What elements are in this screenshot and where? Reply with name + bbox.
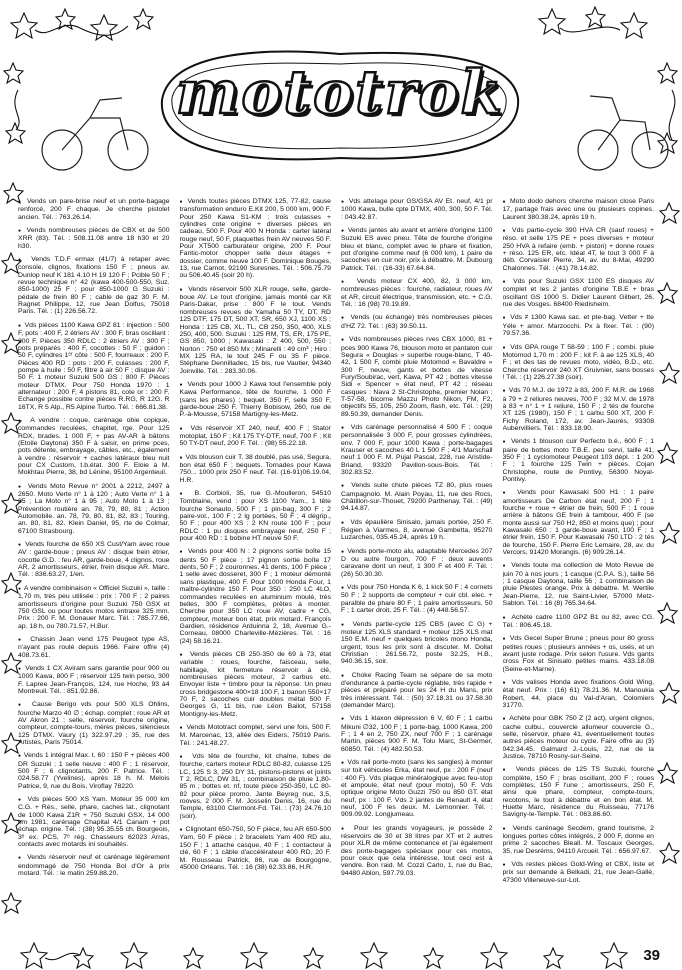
classified-ad: ● Vds blouson cuir T. 38 doublé, pas usé, Segura, bon état 650 F ; bequets. Tornades pour Kawa 750... 1000 prix 250 F neuf. Tél. (16-91)06.19.04, H.R.: [180, 454, 332, 484]
classified-ad: ● Vends nombreuses pièces de CBX et de 500 XRR (83). Tél. : 508.11.08 entre 18 h30 et 20 h30.: [18, 227, 170, 250]
classified-ad: ● Moto dodo dehors cherche maison close Paris 17, partage frais avec une ou plusieurs copines. Laurent 380.38.24, après 19 h.: [503, 198, 655, 221]
classified-ad: ● Vds pour Suzuki GSX 1100 ES disques AV complet et les 2 jantes d'origine T.B.E + bras oscillant GS 1000 S. Didier Laurent Gilbert, 26, rue des Vosges. 68400 Riedisheim.: [503, 278, 655, 308]
classified-ad: ● Vds réservoir XT 240, neuf, 400 F ; Stator motoplat, 150 F ; Kit 175 TY-DTF, neuf, 700 F ; Kit 50 TY-DT neuf, 200 F. Tél. : (98) 55.22.18.: [180, 425, 332, 448]
classified-ad: ● Clignotant 650-750, 50 F pièce, feu AR 650-500 Yam, 50 F pièce ; 2 bracelets Yam 400 RD alu, 150 F ; 1 attache casque, 40 F ; 1 contacteur à clé, 60 F ; 1 câble d'accélérateur 400 RD, 20 F. M. Rousseau Patrick, 86, rue de Bourgogne, 45000 Orléans. Tél. : 16 (38) 62.33.86, H.R.: [180, 826, 332, 871]
classified-ad: ● Vends moteur CX 400, 82, 3 000 km, nombreuses pièces : fourche, radiateur, roues AV et AR, circuit électrique, transmission, etc. + C.G. Tél. : 16 (98) 70.19.89.: [341, 278, 493, 308]
classified-ad: ● Vds 70 M.J. de 1972 à 83, 200 F. M.R. de 1968 à 79 + 2 reliures neuves, 700 F ; 32 M.V. de 1978 à 83 + n° 1 + 1 reliure, 150 F ; 2 tés de fourche XT 125 (1980), 150 F ; 1 carbu 500 XT, 200 F. Fichy Roland, 172, av. Jean-Jaurès, 93308 Aubervilliers. Tél. : 833.18.90.: [503, 387, 655, 432]
classified-ad: ● Vds attelage pour GS/GSA AV Et. neuf, 4/1 pr 1000 Kawa, bulle cpte DTMX, 400, 300, 50 F. Tél. : 043.42.87.: [341, 198, 493, 221]
banner-title: mototrok: [175, 58, 505, 128]
classified-ad: ● Vends jantes alu avant et arrière d'origine 1100 Suzuki ES avec pneu. Tête de fourche d'origine bleu et blanc, complet avec le phare et fixation, pot d'origine comme neuf (6 000 km), 1 paire de sacoches en cuir noir, prix à débattre. M. Dubourg Patrick. Tél. : (16-33) 67.64.84.: [341, 227, 493, 272]
mototrok-banner: [150, 40, 530, 168]
classified-ad: ● Vds pour 750 Honda K 6, 1 kick 50 F ; 4 cornets 50 F ; 2 supports de compteur + cuir cbl. elec. + paralble de phare 80 F ; 1 paire amortisseurs, 50 F ; 1 carter droit, 25 F. Tél. : (4) 448.56.57.: [341, 584, 493, 614]
classified-ad: ● Vends T.D.F ermax (41/7) à retaper avec console, clignos, fixations 150 F ; pneus av. Dunlop neuf K 181 4.10 H 19 120 F ; Pcible 50 F ; revue technique n° 42 (kawa 400-500-550, Suz. 850-1000) 25 F ; pour 850-1000 G Suzuki : pédale de frein 80 F ; cable de gaz 30 F. M. Ragnet Philippe, 12, rue Jean Dolfus, 75018 Paris. Tél. : (1) 226.56.72.: [18, 256, 170, 316]
classified-ad: ● Vends 1 blouson cuir Perfecto b.é., 600 F ; 1 paire de bottes moto T.B.E. peu servi, taille 41, 350 F ; 1 cyclomoteur Peugeot 103 dépl. : 1 200 F ; 1 fourche 125 Twin + pièces. Cojan Christophe, route de Pontivy, 56300 Noyal-Pontivy.: [503, 438, 655, 483]
classified-ad: ● Vends 1 intégral Max. t. 60 : 150 F + pièces 400 DR Suzuki ; 1 selle neuve : 400 F ; 1 réservoir, 500 F ; 6 clignotants, 200 F. Patrice. Tél. : 024.58.77 (Yvelines), après 18 h. M. Melois Patrice, 9, rue du Bois, Viroflay 78220.: [18, 752, 170, 790]
classified-ad: ● Vends (ou échange) très nombreuses pièces d'HZ 72. Tél. : (63) 39.50.11.: [341, 314, 493, 330]
column-3: [341, 198, 493, 938]
classified-ad: ● Vends 1 CX Aviram sans garantie pour 900 ou 1000 Kawa, 800 F ; réservoir 125 twin perso, 300 F. Lapree Jean-François, 124, rue Hoche, 93 à4 Montreuil. Tél. : 851.92.86.: [18, 665, 170, 695]
classified-ad: ● Vends porte-moto alu, adaptable Mercedes 207 D ou autre fourgon, 700 F ; deux auvents caravane dont un neuf, 1 300 F et 400 F. Tél. : (26) 50.30.30.: [341, 548, 493, 578]
star-border-bottom: [21, 943, 627, 968]
classified-ad: ● Vds carénage personnalisé 4 500 F ; coque personnalisée 3 000 F, pour grosses cylindrées, env. 7 000 F, pour 1000 Kawa ; porte-bagages Krauser et sacoches 40 L 1 500 F ; 4/1 Marschall neuf 1 000 F. M. Pujal Pascal, 228, rue Aristide-Briand, 93320 Pavillon-sous-Bois. Tél. : 302.83.52.: [341, 424, 493, 476]
classified-ad: ● Vends toutes pièces DTMX 125, 77-82, cause transformation enduro E.Kit 200, 5 000 km, 900 F. Pour 250 Kawa S1-KM : trois culasses + cylindres cote origine + diverses pièces en cadeau, 500 F. Pour 400 N Honda : carter latéral rouge neuf, 50 F, plaquettes frein AV neuves 50 F. Pour XT500 carburateur origine, 200 F. Pour Fantic-motor chopper selle deux étages + dossier, comme neuve 100 F. Dominique Bouges, 13, rue Carnot, 92190 Suresnes. Tél. : 506.75.79 ou 506.40.45 (soir 20 h).: [180, 198, 332, 280]
classified-ad: ● Pour les grands voyageurs, je possède 2 réservoirs de 30 et 38 litres par XT et 2 autres pour XLR de même contenance et j'ai également des porte-bagages spéciaux pour ces motos, pour ceux que cela intéresse, tout ceci est à vendre. Bon raid. M. Cozzi Carlo, 1, rue du Bac, 94480 Ablon, 597.79.03.: [341, 825, 493, 877]
classified-ad: ● Vends toute ma collection de Moto Revue de juin 70 à nos jours ; 1 casque (C.P.A. S.), taille 56 ; 1 casque Daytona, taille 56 ; 1 combinaison de pluie Plestes orange. Prix à débattre. M. Wertile Jean-Pierre, 12, rue Saint-Livier, 57000 Metz-Sablon. Tél. : 16 (8) 765.34.64.: [503, 562, 655, 607]
classified-ad: ● Vends suite chute pièces TZ 80, plus roues Campagnolo. M. Alain Poyau, 11, rue des Rocs, Châtillon-sur-Thouet, 79200 Parthenay. Tél. : (49) 94.14.87.: [341, 482, 493, 512]
column-4: [503, 198, 655, 938]
classified-ad: ● Vends réservoir neuf et carénage légèrement endommagé de 750 Honda Bol d'Or à prix motard. Tél. : le matin 259.88.20.: [18, 854, 170, 877]
classified-ad: ● Vds GPA rouge T 58-59 : 100 F ; combi. pluie Motomod 1,70 m : 200 F ; kit F. à ae 125 XLS, 40 F ; et des tas de revues moto, vidéo, B.D., etc. Cherche réservoir 240 XT Gruivnier, sans bosses ! Tél. : (1) 226.27.38 (soir).: [503, 344, 655, 382]
classified-ad: ● Vends pour 1000 J Kawa tout l'ensemble poly Kawa Performance, tête de fourche, 1 000 F (sans les phares) ; bequet. 350 F, selle 350 F, garde-boue 250 F. Thierry Bobisow, 260, rue de P.-à-Mousse, 57158 Martigny-les-Metz.: [180, 381, 332, 419]
classified-ad: ● Vds Gecel Super Brune ; pneus pour 80 gross petites roues ; plusieurs années + os, usés, et un avant juste rodage. Prix selon l'usure. Vds gants cross Fox et Sinisalo petites mains. 433.18.08 (Seine-et-Marne).: [503, 635, 655, 673]
classified-ad: ● Vds valises Honda avec fixations Gold Wing, état neuf. Prix : (16) 61) 78.21.36. M. Manoukia Robert, 44, place du Val-d'Aran, Colomiers 31770.: [503, 679, 655, 709]
classified-ad: ● Vds tête de fourche, kit chaîne, tubes de fourche, carters moteur RDLC 80-82, culasse 125 LC, 125 S 3, 250 DY 31, pistons-pistons et joints T 2, RDLC, DW 31, ; combinaison de pluie 1,80-85 m ; bottes et. nf, toute pièce 250-350, LC 80-82 pour pièce promo. Jante Beyreg nuc, 3,5, rooves, 2 000 F. M. Josselin Denis, 16, rue du Temple, 63100 Clermont-Fd. Tél. : (73) 24.76.10 (soir).: [180, 753, 332, 820]
classified-ad: ● Choke Racing Team se sépare de sa moto d'endurance à partie-cycle réglable, très rapide + pièces et préparé pour les 24 H du Mans, prix très intéressant. Tél. : (50) 37.18.31 ou 37.58.30 (demander Marc).: [341, 672, 493, 710]
classified-ad: ● Vends réservoir 500 XLR rouge, selle, garde-boue AV. Le tout d'origine, jamais monté car Kit Paris-Dakar, prise : 800 F le tout. Vends nombreuses revues de Yamaha 50 TY, DT, RD 125 DTF, 175 DT, 500 XT, SR, 650 XJ, 1100 XS ; Honda : 125 CB, XL, TL, CB 250, 350, 400, XLS 250, 400, 500. Suzuki : 125 RM, TS, ER, 175 PE, GS 850, 1000 ; Kawasaki : Z 400, 500, 550 ; Norton : 750 et 850 Mx ; Minarelli : 49 cm³ ; Hiro : MX 125 RA, le tout 245 F ou 35 F pièce. Stéphane Dennilladec, 15 bis, rue Vautier, 94340 Joinville. Tél. : 283.30.06.: [180, 286, 332, 375]
classified-ad: ● Vends fourche de 650 XS Cust/Yam avec roue AV : garde-boue ; pneus AV : disque frein étrier, cocotte G.D. : feu AR, garde-boue, 4 clignos, roue AR, 2 amortisseurs, étrier, frein disque AR. Marc. Tél. : 836.63.27, 1/en.: [18, 541, 170, 579]
classified-ad: ● Vends pour 400 N : 2 pignons sortie boîte 15 dents 50 F pièce ; 17 pignon sortie boîte 17 dents, 50 F ; 2 couronnes, 41 dents, 100 F pièce ; 1 selle avec dosseret, 300 F ; 1 moteur démonté sans plastique, 400 F. Pour 1000 Honda Four, 1 maître-cylindre 150 F. Pour 350 : 250 LC 4LO, commandes reculées en aluminium moulé, très belles, 300 F complètes, prêtes à monter. Cherche pour 350 LC roue AV, cadre + CG, compteur, moteur bon état, prix motard. François Gardien, résidence Arduinna 2, 18, Avenue G.-Corneau, 08000 Charleville-Mézières. Tél. : 16 (24) 58.16.21.: [180, 548, 332, 644]
classified-ad: ● Vds épaulière Sinisalo, jamais portée, 250 F. Régien à Viarmes, 8, avenue Gambetta, 95270 Luzarches, 035.45.24, après 19 h.: [341, 519, 493, 542]
classified-ad: ● Vds nombreuses pièces rves CBX 1000, 81 + pces 900 Kawa 76, blouson moto et pantalon cuir Segura « Douglas » superbe rouge-blanc, T 40-42, 1 500 F, combi pluie Motomod « Bavaldre » 300 F, neuve, gants et bottes de vitesse Fury/Soubirac, vert, Kawa, PT 42 ; bottes vitesse Sidi « Spencer » état neuf, PT 42 ; réseau casques : Nava 2 St-Christophe, premier Nolan : T-57-58, bicorne Mazzu Photo Nikon, FM, F2, objectifs 55, 105, 250 Zoom, flash, etc. Tél. : (29) 89.50.39, demander Denis.: [341, 336, 493, 418]
classified-ad: ● Vends partie-cycle 125 CBS (avec C G) + moteur 125 XLS standard + moteur 125 XLS mat 150 E.M. neuf + quelques bricoles mono Honda, urgent, tous les prix sont à discuter. M. Dollat Christian : 261.56.72, poste 32.25, H.B., 940.36.15, soir.: [341, 621, 493, 666]
classified-ad: ● Vends un pare-brise neuf et un porte-bagage renforcé, 200 F chaque. Je cherche pistolet ancien. Tél. : 763.26.14.: [18, 198, 170, 221]
classified-ad: ● B. Corbioli, 35, rue G.-Moulleron, 54510 Tomblaine, vend : pour XS 1100 Yam., 1 tête fourche Sonauto, 500 F ; 1 pin-bag, 300 F ; 2 paire-vol., 100 F ; 2 lg portées, 50 F ; 4 dégrip., 50 F ; pour 400 XS : 2 KN route 100 F ; pour RDLC : 1 pu disques embrayage neuf, 250 F ; pour 400 RD : 1 bobine HT neuve 50 F.: [180, 490, 332, 542]
classified-ad: ● A vendre combinaison « Officiel Suzuki », taille : 1,70 m, très peu utilisée : prix : 700 F ; 2 paires amortisseurs d'origine pour Suzuki 750 GSX et 750 GSL ou pour toutes motos entraxe 325 mm. Prix : 200 F. M. Gonauer Marc. Tél. : 785.77.66, ap. 18 h, ou 780.71.57, H.Bur.: [18, 585, 170, 630]
classified-ad: ● Vends Mototract complet, servi une fois, 500 F. M. Marcenac, 13, allée des Eiders, 75019 Paris. Tél. : 241.48.27.: [180, 724, 332, 747]
classified-ad: ● Achète pour GBK 750 Z (2 act), urgent clignos, cache culbu., couvercle allumeur couvercle G., selle, réservoir, phare 41, éventuellement toutes autres pièces moteur ou cycle. Faire offre au (3) 042.34.45. Galmard J.-Louis, 22, rue de la Justice, 78710 Rosny-sur-Seine.: [503, 715, 655, 760]
classified-ad: ● Vds partie-cycle 390 HVA CR (sauf roues) + réso. et selle 175 PE + pces diverses + moteur 250 HVA à refaire (emb. + piston) + donne roues + réso. 125 ER, etc. Idéal 4T, le tout 3 000 F à déb. Corvaisier Pierre, 34, av. du 8-Mai, 49290 Chalonnes. Tél. : (41) 78.14.82.: [503, 227, 655, 272]
star-border-right: [658, 63, 679, 863]
column-1: [18, 198, 170, 938]
classified-ad: ● Vds pièces 1100 Kawa GPZ 81 : injection : 500 F, pots : 400 F, 2 étriers AV : 300 F, bras oscillant : 200 F. Pièces 350 RDLC : 2 étriers AV : 300 F ; pots préparés : 400 F, cocottes : 50 F ; guidon : 50 F, cylindres 1ᵉʳ côte : 500 F, fourreaux : 200 F. Pièces 400 RD : pots : 200 F, culasses : 200 F, pompe à huile : 50 F, filtre à air 50 F ; disque AV : 50 F. 1 moteur Suzuki 500 GS : 800 F. Pièces moteur DTMX. Pour 750 Honda 1970 : 1 alternateur : 200 F, 4 pistons 81, cote or : 200 F. Echange possible contre pièces R.RG, R 12G, R 16TX, R 5 Alp., R5 Alpine Turbo. Tél. : 666.81.38.: [18, 322, 170, 411]
classified-ad: ● Vds 1 klaxon dépression 6 V, 60 F ; 1 carbu Mikuni ∅32, 100 F ; 1 porte-bag. 1000 Kawa, 200 F ; 1 4 en 2, 750 ZX, neuf 700 F ; 1 carénage Martin, pièces 900 F. M. Tolu Marc, St-Germer, 60850. Tél. : (4) 482.50.53.: [341, 715, 493, 753]
classified-ad: ● Vds rail porte-moto (sans les sangles) à monter sur toit véhicules Erka, état neuf, px : 200 F (neuf : 400 F). Vds plaque minéralogique avec feu-stop et ampoule, état neuf (pour moto), 50 F. Vds optique origine Moto Guzzi 750 ou 850 GT. état neuf, px : 100 F. Vds 2 jantes de Renault 4, état neuf, 100 F les deux. M. Lemonnier. Tél. : 909.09.92. Longjumeau.: [341, 759, 493, 819]
classified-ad: ● Vds pièces 500 XS Yam. Moteur 35 000 km C.G. + Rés., selle, phare, caches lat., clignotant de 1000 Kawa Z1R + 750 Suzuki GSX, 14 000 km 1981, carénage Chapital 4/1 Canam + pot échap. origine. Tél. : (38) 95.35.55 ch. Bourgeois, 3ᵉ ex. PCS, 7ᵉ rég. Chasseurs 62023 Arras, contacts avec motards ini souhaités.: [18, 796, 170, 848]
column-2: [180, 198, 332, 938]
classified-ad: ● Achète cadre 1100 GPZ B1 ou 82, avec CG. Tél. : 806.45.18.: [503, 614, 655, 630]
classified-ad: ● Cause Berigo vds pour 500 XLS Ohlins, fourche Marzo 40 ∅ ; échap. complet ; roue AR et AV Akron 21 ; selle, réservoir, fourche origine, compteur, compte-tours, mères pièces, silencieux 125 DTMX. Vaury (1) 322.97.29 ; 35, rue des Artistes, Paris 75014.: [18, 701, 170, 746]
classified-ad: ● Vends pièces de 125 TS Suzuki, fourche complète, 150 F ; bras oscillant, 200 F ; roues complètes, 150 F l'une ; amortisseurs, 250 F, ainsi que phare, compteur, compte-tours, recotons, le tout à débattre et en bon état. M. Huette Marc, résidence du Ruisseau, 77176 Savigny-le-Temple. Tél. : 063.86.60.: [503, 766, 655, 818]
classified-ad: ● Vends pour Kawasaki 500 H1 : 1 paire amortisseurs De Carbon état neuf, 200 F ; 1 fourche + roue + étrier de frein, 500 F ; 1 roue arrière à bâtons GE frein à tambour, 400 F (se monte aussi sur 750 H2, 850 et moins que) ; pour Kawasaki 650 : 1 garde-boue avant, 100 F ; 1 étrier frein, 150 F. Pour Kawasaki 750 LTD : 2 tés de fourche, 150 F. Pierre Eric Lemaire, 28, av. du Vercors, 91420 Morangis. (6) 909.26.14.: [503, 489, 655, 556]
classified-ad: ● Vds restes pièces Gold-Wing et CBX, liste et prix sur demande à Belkadi, 21, rue Jean-Gallé, 47300 Villeneuve-sur-Lot.: [503, 861, 655, 884]
classified-ad: ● Vends pièces CB 250-350 de 69 à 73, état variable : roues, fourche, faisceau, selle, habillage, kit fermeture réservoir à clé, nombreuses pièces moteur, 2 carbus etc. Envoyer liste + timbre pour la réponse. Un pneu cross bridgestone 400×18 100 F, 1 banon 550×17 70 F, 2 sacoches cuir doubles métal 500 F. Georges G, 11 bis, rue Léon Bailot, 57158 Montigny-les-Metz.: [180, 651, 332, 718]
page-number: 39: [643, 947, 660, 964]
classified-ad: ● Vends Moto Revue n° 2001 à 2212, 2497 à 2650. Moto Verte n° 1 à 120 ; Auto Verte n° 1 à 35 ; La Moto n° 1 à 95 ; Auto Moto 1 à 13 ; Prévention routière an. 78, 79, 80, 81 ; Action Automobile. an. 78, 79, 80, 81, 82, 83 ; Touring. an. 80, 81, 82. Klein Daniel, 95, rte de Colmar, 67100 Strasbourg.: [18, 483, 170, 535]
classified-ad: ● Chassin Jean vend 175 Peugeot type AS, n'ayant pas roulé depuis 1966. Faire offre (4) 408.73.61.: [18, 636, 170, 659]
classified-ad: ● Vends carénage Secdem, grand tourisme, 2 longues portes côtes intégrés, 2 000 F, donne en prime 2 sacoches Bleall. M. Toscaux Georges, 35, rue Desréms, 94110 Arcueil. Tél. : 656.97.67.: [503, 825, 655, 855]
classified-columns: [18, 198, 654, 938]
classified-ad: ● Vds ≠ 1300 Kawa sac. et pte-bag. Vetter + tte Yéle + amor. Marzocchi. Px à fixer. Tél. : (90) 79.57.36.: [503, 314, 655, 337]
classified-ad: ● A vendre : coque, carénage obie copique, commandes reculées, chapitet, rge. Pour 125 RDX, brades. 1 000 F, + pas AV-AR à bâtons (Etoile Daytona) 350 F à saisir, en prime pces, pots détente, embrayage, câbles, etc., également à vendre : réservoir + caches latéraux bleu nuit pour CX Custom, t.b.état. 300 F. Eloie à M. Mokhtau Pierre, 38, bd Lénine, 95100 Argenteuil.: [18, 417, 170, 477]
